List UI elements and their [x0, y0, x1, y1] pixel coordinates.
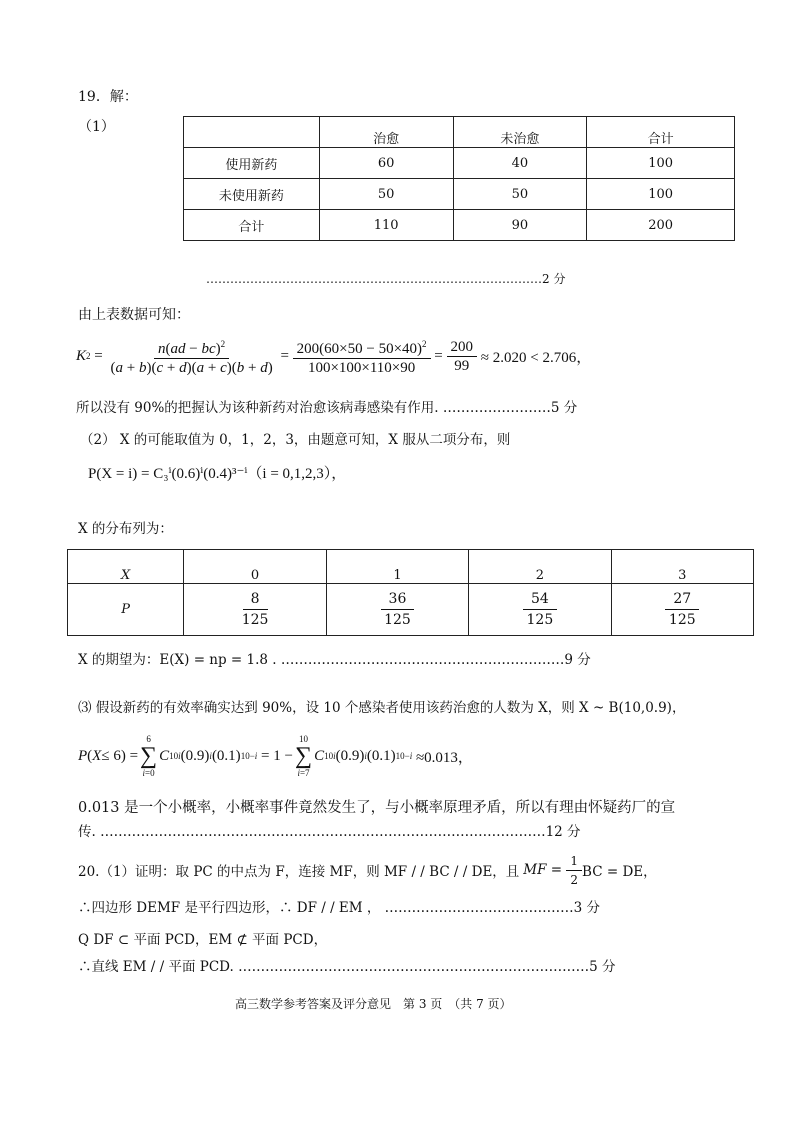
contingency-table [183, 116, 735, 241]
p-value-cell [184, 584, 326, 636]
x-row [68, 550, 754, 584]
table-row [184, 179, 735, 210]
k2-result: ≈ 2.020 < 2.706， [480, 349, 592, 366]
table-cell: 100 [587, 148, 735, 179]
header-cell: 合计 [587, 117, 735, 148]
conclusion-1: 所以没有 90%的把握认为该种新药对治愈该病毒感染有作用. ……………………5 分 [76, 400, 578, 416]
table-cell: 200 [587, 210, 735, 241]
p-denominator: 125 [668, 612, 696, 628]
q20-line1: 20.（1）证明：取 PC 的中点为 F，连接 MF，则 MF / / BC / / DE，且 MF = $\frac{1}{2}$ BC = DE， [78, 853, 657, 887]
table-row [184, 148, 735, 179]
p-denominator: 125 [526, 612, 554, 628]
header-cell: 未治愈 [453, 117, 587, 148]
table-cell: 90 [453, 210, 587, 241]
x-value-cell: 2 [469, 550, 611, 584]
part3-intro: ⑶ 假设新药的有效率确实达到 90%，设 10 个感染者使用该药治愈的人数为 X，则 X ~ B(10,0.9)， [78, 700, 686, 716]
table-cell: 合计 [184, 210, 320, 241]
conclusion-3-line2: 传. ………………………………………………………………………………………12 分 [78, 824, 581, 840]
p-denominator: 125 [241, 612, 269, 628]
q19-part1-label: （1） [78, 119, 115, 135]
text-from-table: 由上表数据可知： [78, 307, 190, 323]
table-cell: 50 [453, 179, 587, 210]
table-cell: 使用新药 [184, 148, 320, 179]
score-2: …………………………………………………………………………2 分 [206, 272, 566, 286]
p-numerator: 27 [665, 589, 699, 610]
p-value-cell [611, 584, 753, 636]
p-row [68, 584, 754, 636]
k2-formula: K 2 = $\frac{n(ad - bc)^2}{(a + b)(c + d)(a + c)(b + d)}$ = $\frac{200(60\times 50 - 50\times 40)^2}{100\times 100\times 110\times 90}$ = $\frac{200}{99}$ ≈ 2.020 < 2.706， [76, 334, 591, 378]
q20-line1-post: BC = DE， [582, 864, 657, 880]
distribution-label: X 的分布列为： [78, 521, 173, 537]
p-value-cell [326, 584, 468, 636]
header-cell: 治愈 [319, 117, 453, 148]
x-value-cell: 1 [326, 550, 468, 584]
p-label-cell: P [68, 584, 184, 636]
header-cell [184, 117, 320, 148]
table-cell: 40 [453, 148, 587, 179]
table-cell: 100 [587, 179, 735, 210]
table-cell: 未使用新药 [184, 179, 320, 210]
table-header-row [184, 117, 735, 148]
q20-line3: Q DF ⊂ 平面 PCD，EM ⊄ 平面 PCD， [78, 932, 328, 948]
binomial-formula: P(X = i) = C₃ⁱ(0.6)ⁱ(0.4)³⁻ⁱ（i = 0,1,2,3）， [88, 466, 347, 482]
q20-line4: ∴直线 EM / / 平面 PCD. ……………………………………………………………………5 分 [78, 959, 616, 975]
table-cell: 50 [319, 179, 453, 210]
p-numerator: 8 [243, 589, 268, 610]
part2-intro: （2） X 的可能取值为 0，1，2，3，由题意可知，X 服从二项分布，则 [80, 432, 511, 448]
p-value-cell [469, 584, 611, 636]
x-value-cell: 0 [184, 550, 326, 584]
x-value-cell: 3 [611, 550, 753, 584]
q19-header: 19．解： [78, 89, 138, 105]
p-denominator: 125 [384, 612, 411, 628]
page-footer: 高三数学参考答案及评分意见 第 3 页 （共 7 页） [235, 997, 512, 1011]
table-row [184, 210, 735, 241]
prob-result: ≈0.013， [415, 749, 473, 766]
probability-formula: P ( X ≤ 6) = 6 ∑ i=0 C 10 i (0.9) i (0.1) 10−i = 1 − 10 ∑ i=7 C 10 i (0.9) i (0.1) 10−i ≈0.013， [78, 734, 473, 778]
conclusion-3-line1: 0.013 是一个小概率，小概率事件竟然发生了，与小概率原理矛盾，所以有理由怀疑药厂的宣 [78, 800, 676, 816]
x-label-cell: X [68, 550, 184, 584]
p-numerator: 36 [381, 589, 415, 610]
table-cell: 60 [319, 148, 453, 179]
p-numerator: 54 [523, 589, 557, 610]
distribution-table [67, 549, 754, 636]
q20-line1-pre: 20.（1）证明：取 PC 的中点为 F，连接 MF，则 MF / / BC / / DE，且 [78, 864, 520, 880]
q20-line2: ∴四边形 DEMF 是平行四边形，∴ DF / / EM ， ……………………………………3 分 [78, 900, 601, 916]
expectation: X 的期望为：E(X) = np = 1.8 . ………………………………………………………9 分 [78, 652, 591, 668]
table-cell: 110 [319, 210, 453, 241]
